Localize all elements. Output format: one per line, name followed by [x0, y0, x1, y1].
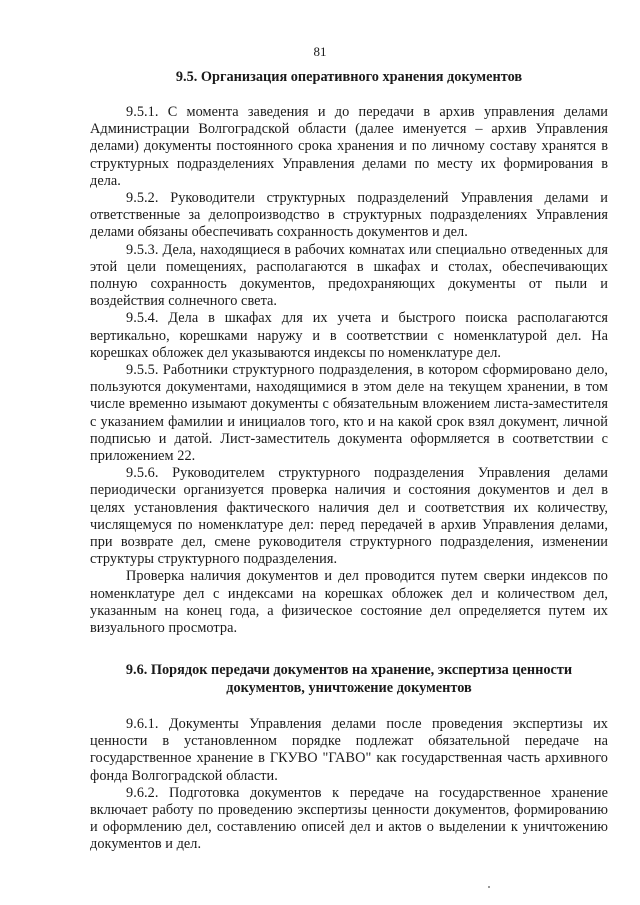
- section-heading-9-6-line1: 9.6. Порядок передачи документов на хранение, экспертиза ценности: [125, 662, 573, 678]
- section-heading-9-5: 9.5. Организация оперативного хранения документов: [175, 69, 523, 85]
- paragraph-9-6-2: 9.6.2. Подготовка документов к передаче на государственное хранение включает работу по проведению экспертизы ценности документов, формированию и оформлению дел, составлению описей дел и актов о выделении к уничтожению документов и дел.: [90, 784, 608, 853]
- section-heading-9-6-line2: документов, уничтожение документов: [226, 680, 472, 696]
- page-number: 81: [313, 44, 327, 59]
- paragraph-9-5-3: 9.5.3. Дела, находящиеся в рабочих комнатах или специально отведенных для этой цели помещениях, располагаются в шкафах и столах, обеспечивающих полную сохранность документов, предохраняющих документы от пыли и воздействия солнечного света.: [90, 241, 608, 310]
- scan-speck: [488, 886, 490, 888]
- paragraph-9-5-4: 9.5.4. Дела в шкафах для их учета и быстрого поиска располагаются вертикально, корешками наружу и в соответствии с номенклатурой дел. На корешках обложек дел указываются индексы по номенклатуре дел.: [90, 310, 608, 361]
- paragraph-9-5-5: 9.5.5. Работники структурного подразделения, в котором сформировано дело, пользуются документами, находящимися в этом деле на текущем хранении, в том числе временно изымают документы с обязательным вложением листа-заместителя с указанием фамилии и инициалов того, кто и на какой срок взял документ, личной подписью и датой. Лист-заместитель документа оформляется в соответствии с приложением 22.: [90, 362, 608, 465]
- paragraph-9-5-1: 9.5.1. С момента заведения и до передачи в архив управления делами Администрации Волгоградской области (далее именуется – архив Управления делами) документы постоянного срока хранения и по личному составу хранятся в структурных подразделениях Управления делами по месту их формирования в дела.: [90, 104, 608, 189]
- paragraph-9-6-1: 9.6.1. Документы Управления делами после проведения экспертизы их ценности в установленном порядке подлежат обязательной передаче на государственное хранение в ГКУВО "ГАВО" как государственная часть архивного фонда Волгоградской области.: [90, 716, 608, 784]
- section-body-9-6: [90, 716, 608, 854]
- paragraph-9-5-2: 9.5.2. Руководители структурных подразделений Управления делами и ответственные за делопроизводство в структурных подразделениях Управления делами обязаны обеспечивать сохранность документов и дел.: [90, 190, 608, 241]
- paragraph-9-5-6-check: Проверка наличия документов и дел проводится путем сверки индексов по номенклатуре дел с индексами на корешках обложек дел и количеством дел, указанным на конец года, а физическое состояние дел определяется путем их визуального просмотра.: [90, 568, 608, 637]
- section-heading-9-6: [90, 661, 608, 697]
- section-body-9-5: [90, 104, 608, 637]
- paragraph-9-5-6: 9.5.6. Руководителем структурного подразделения Управления делами периодически организуется проверка наличия и состояния документов и дел в целях установления фактического наличия дел и соответствия их количеству, числящемуся по номенклатуре дел: перед передачей в архив Управления делами, при возврате дел, смене руководителя структурного подразделения, изменении структуры структурного подразделения.: [90, 465, 608, 568]
